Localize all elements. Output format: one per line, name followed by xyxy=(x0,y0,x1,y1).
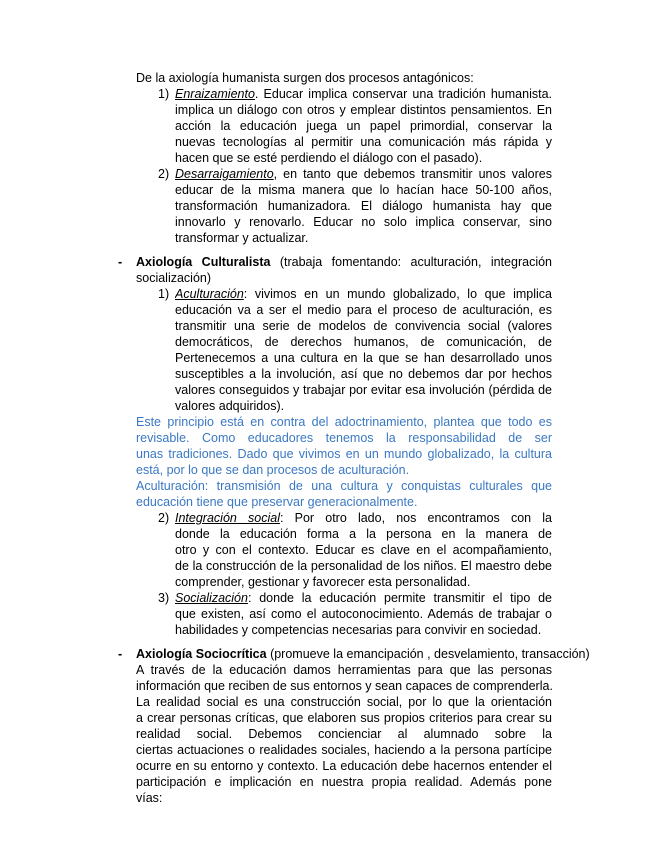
list-item-line: implica un diálogo con otros y emplear distintos pensamientos. En xyxy=(175,103,552,117)
blue-note-line: revisable. Como educadores tenemos la responsabilidad de ser xyxy=(136,431,552,445)
paragraph-line: vías: xyxy=(136,791,163,805)
section-heading-cont: socialización) xyxy=(136,271,212,285)
paragraph-line: ciertas actuaciones o realidades sociales, haciendo a la persona partícipe xyxy=(136,743,552,757)
list-item-line: donde la educación forma a la persona en la manera de xyxy=(175,527,552,541)
list-item-line: transformación humanizadora. El diálogo humanista hay que xyxy=(175,199,552,213)
blue-note-line: unas tradiciones. Dado que vivimos en un mundo globalizado, la cultura xyxy=(136,447,552,461)
list-item-line: Socialización: donde la educación permite transmitir el tipo de xyxy=(175,591,552,605)
list-item-line: habilidades y competencias necesarias para convivir en sociedad. xyxy=(175,623,542,637)
list-item-line: Pertenecemos a una cultura en la que se han desarrollado unos xyxy=(175,351,552,365)
list-number: 3) xyxy=(158,591,170,605)
term-desarraigamiento: Desarraigamiento xyxy=(175,167,274,181)
term-enraizamiento: Enraizamiento xyxy=(175,87,255,101)
list-item-line: susceptibles a la involución, así que no debemos dar por hechos xyxy=(175,367,552,381)
section-title-culturalista: Axiología Culturalista xyxy=(136,255,271,269)
blue-note-line: Este principio está en contra del adoctrinamiento, plantea que todo es xyxy=(136,415,552,429)
paragraph-line: A través de la educación damos herramientas para que las personas xyxy=(136,663,552,677)
list-item-line: innovarlo y renovarlo. Educar no solo implica conservar, sino xyxy=(175,215,552,229)
term-socializacion: Socialización xyxy=(175,591,248,605)
list-item-line: valores conseguidos y trabajar por evitar esa involución (pérdida de xyxy=(175,383,552,397)
blue-note-line: educación tiene que preservar generacionalmente. xyxy=(136,495,418,509)
section-title-sociocritica: Axiología Sociocrítica xyxy=(136,647,267,661)
list-number: 2) xyxy=(158,167,170,181)
paragraph-line: a crear personas críticas, que elaboren sus propios criterios para crear su xyxy=(136,711,552,725)
list-item-line: otro y con el contexto. Educar es clave en el acompañamiento, xyxy=(175,543,552,557)
list-item-line: nuevas tecnologías al permitir una comunicación más rápida y xyxy=(175,135,552,149)
list-number: 2) xyxy=(158,511,170,525)
list-item-line: que existen, así como el autoconocimiento. Además de trabajar o xyxy=(175,607,552,621)
term-aculturacion: Aculturación xyxy=(175,287,244,301)
section-heading: Axiología Culturalista (trabaja fomentando: aculturación, integración xyxy=(136,255,552,269)
term-integracion-social: Integración social xyxy=(175,511,280,525)
list-item-line: educar de la misma manera que lo hacían hace 50-100 años, xyxy=(175,183,552,197)
paragraph-line: La realidad social es una construcción social, por lo que la orientación xyxy=(136,695,552,709)
paragraph-line: participación e implicación en nuestra propia realidad. Además pone xyxy=(136,775,552,789)
paragraph-line: realidad social. Debemos concienciar al alumnado sobre la xyxy=(136,727,552,741)
list-item-line: hacen que se esté perdiendo el diálogo con el pasado). xyxy=(175,151,483,165)
list-item-line: democráticos, de derechos humanos, de comunicación, de xyxy=(175,335,552,349)
bullet-dash: - xyxy=(118,647,123,661)
intro-text: De la axiología humanista surgen dos procesos antagónicos: xyxy=(136,71,474,85)
blue-note-line: Aculturación: transmisión de una cultura y conquistas culturales que xyxy=(136,479,552,493)
list-item-line: valores adquiridos). xyxy=(175,399,285,413)
list-item-line: transformar y actualizar. xyxy=(175,231,309,245)
list-number: 1) xyxy=(158,87,170,101)
blue-note-line: está, por lo que se dan procesos de aculturación. xyxy=(136,463,410,477)
list-item-line: Integración social: Por otro lado, nos encontramos con la xyxy=(175,511,552,525)
list-item-line: Enraizamiento. Educar implica conservar una tradición humanista. xyxy=(175,87,552,101)
list-item-line: acción la educación juega un papel primordial, conservar la xyxy=(175,119,552,133)
list-item-line: de la construcción de la personalidad de los niños. El maestro debe xyxy=(175,559,552,573)
list-item-line: Aculturación: vivimos en un mundo globalizado, lo que implica xyxy=(175,287,552,301)
list-item-line: comprender, gestionar y favorecer esta personalidad. xyxy=(175,575,471,589)
bullet-dash: - xyxy=(118,255,123,269)
section-heading: Axiología Sociocrítica (promueve la emancipación , desvelamiento, transacción) xyxy=(136,647,590,661)
paragraph-line: ocurre en su entorno y contexto. La educación debe hacernos entender el xyxy=(136,759,552,773)
list-item-line: transmitir una serie de modelos de convivencia social (valores xyxy=(175,319,552,333)
list-number: 1) xyxy=(158,287,170,301)
paragraph-line: información que reciben de sus entornos y sean capaces de comprenderla. xyxy=(136,679,553,693)
list-item-line: Desarraigamiento, en tanto que debemos transmitir unos valores xyxy=(175,167,552,181)
list-item-line: educación va a ser el medio para el proceso de aculturación, es xyxy=(175,303,552,317)
